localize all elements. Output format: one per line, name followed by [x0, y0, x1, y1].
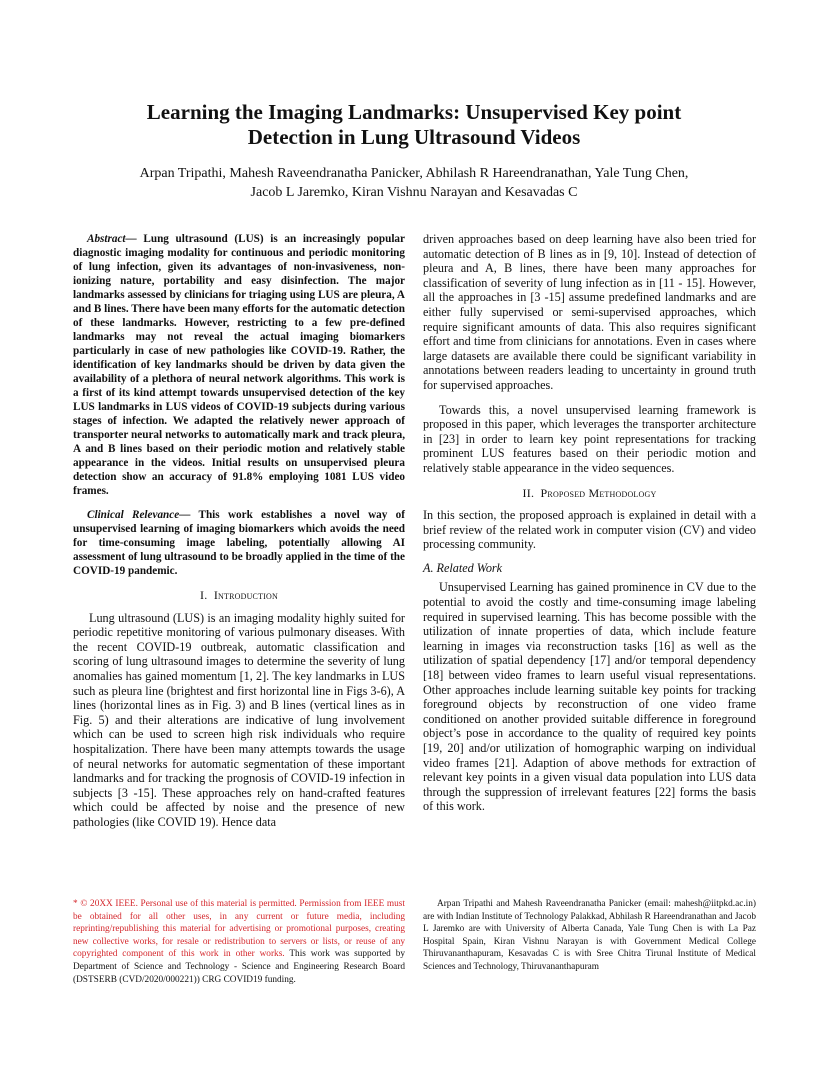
- related-work-paragraph: Unsupervised Learning has gained prominence in CV due to the potential to avoid the costly and time-consuming image labeling required in supervised learning. This has become possible with the utilization of innate properties of data, which include feature learning in images via reconstruction tasks [16] as well as the utilization of spatial dependency [17] and/or temporal dependency [18] between video frames to learn useful visual representations. Other approaches include learning suitable key points for tracking foreground objects by reconstruction of one video frame conditioned on another provided suitable difference in foreground object’s pose in accordance to the quality of required key points [19, 20] and/or utilization of homographic warping on individual video frames [21]. Adaption of above methods for extraction of relevant key points in a given visual data population into LUS data through the suppression of irrelevant features [22] forms the basis of this work.: [423, 580, 756, 814]
- left-column: [73, 232, 405, 830]
- abstract: [73, 232, 405, 498]
- title-line-2: Detection in Lung Ultrasound Videos: [247, 125, 581, 149]
- footnote-left: [73, 898, 405, 986]
- abstract-lead: Abstract—: [87, 233, 137, 245]
- section-heading-methodology: II. Proposed Methodology: [522, 485, 657, 500]
- author-list: [60, 164, 768, 202]
- copyright-notice: * © 20XX IEEE. Personal use of this material is permitted. Permission from IEEE must be obtained for all other uses, in any current or future media, including reprinting/republishing this material for advertising or promotional purposes, creating new collective works, for resale or redistribution to servers or lists, or reuse of any copyrighted component of this work in other works.: [73, 899, 405, 960]
- clinical-relevance-lead: Clinical Relevance—: [87, 509, 191, 521]
- body-paragraph-2: Towards this, a novel unsupervised learning framework is proposed in this paper, which leverages the transporter architecture in [23] in order to learn key point representations for tracking prominent LUS features based on their periodic motion and relatively stable appearance in the video sequences.: [423, 402, 756, 475]
- title-line-1: Learning the Imaging Landmarks: Unsupervised Key point: [146, 100, 682, 124]
- abstract-text: Lung ultrasound (LUS) is an increasingly popular diagnostic imaging modality for continuous and periodic monitoring of lung infection, given its advantages of non-invasiveness, non-ionizing nature, portability and easy disinfection. The major landmarks assessed by clinicians for triaging using LUS are pleura, A and B lines. There have been many efforts for the automatic detection of these landmarks. However, restricting to a few pre-defined landmarks may not reveal the actual imaging biomarkers particularly in case of new pathologies like COVID-19. Rather, the identification of key landmarks should be driven by data given the availability of a plethora of neural network algorithms. This work is a first of its kind attempt towards unsupervised detection of the key LUS landmarks in LUS videos of COVID-19 subjects during various stages of infection. We adapted the relatively newer approach of transporter neural networks to automatically mark and track pleura, A and B lines based on their periodic motion and relatively stable appearance in the videos. Initial results on unsupervised pleura detection show an accuracy of 91.8% employing 1081 LUS video frames.: [73, 233, 405, 497]
- intro-paragraph: Lung ultrasound (LUS) is an imaging modality highly suited for periodic repetitive monitoring of various pulmonary diseases. With the recent COVID-19 outbreak, automatic classification and scoring of lung ultrasound images to determine the severity of lung anomalies has gained momentum [1, 2]. The key landmarks in LUS such as pleura line (brightest and first horizontal line in Figs 3-6), A lines (horizontal lines as in Fig. 3) and B lines (vertical lines as in Fig. 5) and their alterations are indicative of lung involvement which can be used to screen high risk individuals who require hospitalization. There have been many attempts towards the usage of neural networks for automatic segmentation of these important landmarks and for tracking the prognosis of COVID-19 infection in subjects [3 -15]. These approaches rely on hand-crafted features which could be affected by noise and the presence of new pathologies (like COVID 19). Hence data: [73, 610, 405, 829]
- subsection-heading-related-work: A. Related Work: [423, 560, 503, 575]
- section-heading-introduction: I. Introduction: [200, 588, 278, 602]
- funding-note: This work was supported by Department of Science and Technology - Science and Engineering Research Board (DSTSERB (CVD/2020/000221)) CRG COVID19 funding.: [73, 949, 405, 985]
- methodology-paragraph: In this section, the proposed approach is explained in detail with a brief review of the related work in computer vision (CV) and video processing community.: [423, 508, 756, 552]
- authors-line-2: Jacob L Jaremko, Kiran Vishnu Narayan and Kesavadas C: [250, 185, 578, 200]
- footnote-affiliations: Arpan Tripathi and Mahesh Raveendranatha Panicker (email: mahesh@iitpkd.ac.in) are with Indian Institute of Technology Palakkad, Abhilash R Hareendranathan and Jacob L Jaremko are with University of Alberta Canada, Yale Tung Chen is with La Paz Hospital Spain, Kiran Vishnu Narayan is with Government Medical College Thiruvananthapuram, Kesavadas C is with Sree Chitra Tirunal Institute of Medical Sciences and Technology, Thiruvananthapuram: [423, 899, 756, 972]
- clinical-relevance-text: This work establishes a novel way of unsupervised learning of imaging biomarkers which avoids the need for time-consuming image labeling, potentially allowing AI assessment of lung ultrasound to be broadly applied in the time of the COVID-19 pandemic.: [73, 509, 405, 577]
- body-paragraph-1: driven approaches based on deep learning have also been tried for automatic detection of B lines as in [9, 10]. Instead of detection of pleura and A, B lines, there have been many approaches for classification of severity of lung infection as in [11 - 15]. However, all the approaches in [3 -15] assume predefined landmarks and are either fully supervised or semi-supervised approaches, which require significant amounts of data. This also requires significant effort and time from clinicians for annotations. Even in cases where large datasets are available there could be significant variability in annotations between readers leading to uncertainty in ground truth for supervised approaches.: [423, 232, 756, 392]
- authors-line-1: Arpan Tripathi, Mahesh Raveendranatha Panicker, Abhilash R Hareendranathan, Yale Tung Chen,: [139, 166, 689, 181]
- paper-title: [60, 100, 768, 150]
- clinical-relevance: [73, 508, 405, 578]
- right-column: [423, 232, 756, 814]
